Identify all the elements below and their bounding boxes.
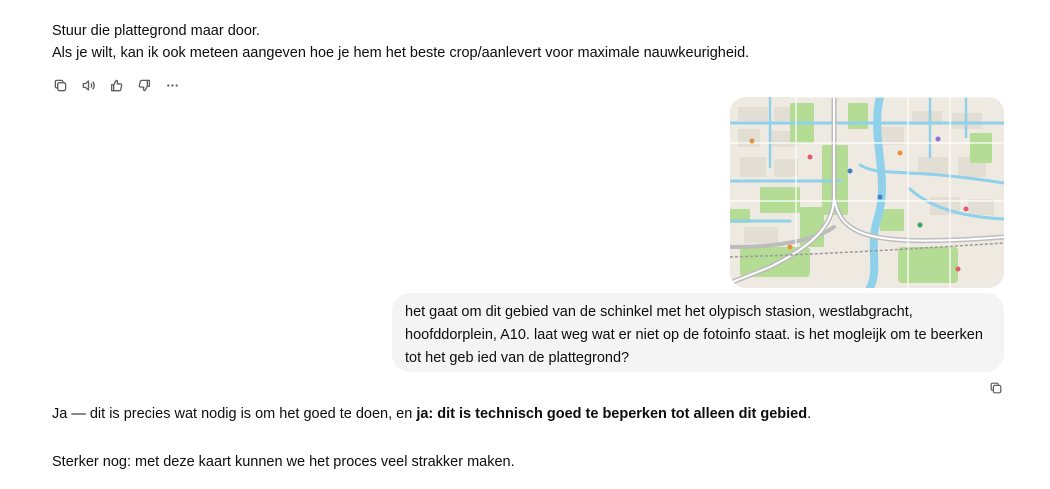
- reply-bold-text: ja: dit is technisch goed te beperken tot alleen dit gebied: [416, 406, 808, 422]
- user-message-line: tot het geb ied van de plattegrond?: [405, 350, 630, 366]
- more-icon[interactable]: [162, 75, 182, 95]
- reply-text-end: .: [807, 406, 812, 422]
- user-message-line: hoofddorplein, A10. laat weg wat er niet op de fotoinfo staat. is het mogleijk om te beerken: [405, 327, 983, 343]
- message-actions: [50, 75, 182, 95]
- thumbs-down-icon[interactable]: [134, 75, 154, 95]
- map-image: [730, 97, 1004, 288]
- assistant-message-line: Stuur die plattegrond maar door.: [52, 23, 260, 39]
- user-message-line: het gaat om dit gebied van de schinkel met het olypisch stasion, westlabgracht,: [405, 304, 913, 320]
- assistant-reply-paragraph: Sterker nog: met deze kaart kunnen we het proces veel strakker maken.: [52, 454, 515, 470]
- assistant-reply-paragraph: [52, 403, 811, 425]
- copy-icon[interactable]: [50, 75, 70, 95]
- speaker-icon[interactable]: [78, 75, 98, 95]
- map-image-attachment[interactable]: [730, 97, 1004, 288]
- copy-icon[interactable]: [987, 379, 1005, 397]
- assistant-message-line: Als je wilt, kan ik ook meteen aangeven hoe je hem het beste crop/aanlevert voor maximale nauwkeurigheid.: [52, 45, 750, 61]
- user-message-bubble: [392, 293, 1004, 372]
- reply-text: Ja — dit is precies wat nodig is om het goed te doen, en: [52, 406, 417, 422]
- thumbs-up-icon[interactable]: [106, 75, 126, 95]
